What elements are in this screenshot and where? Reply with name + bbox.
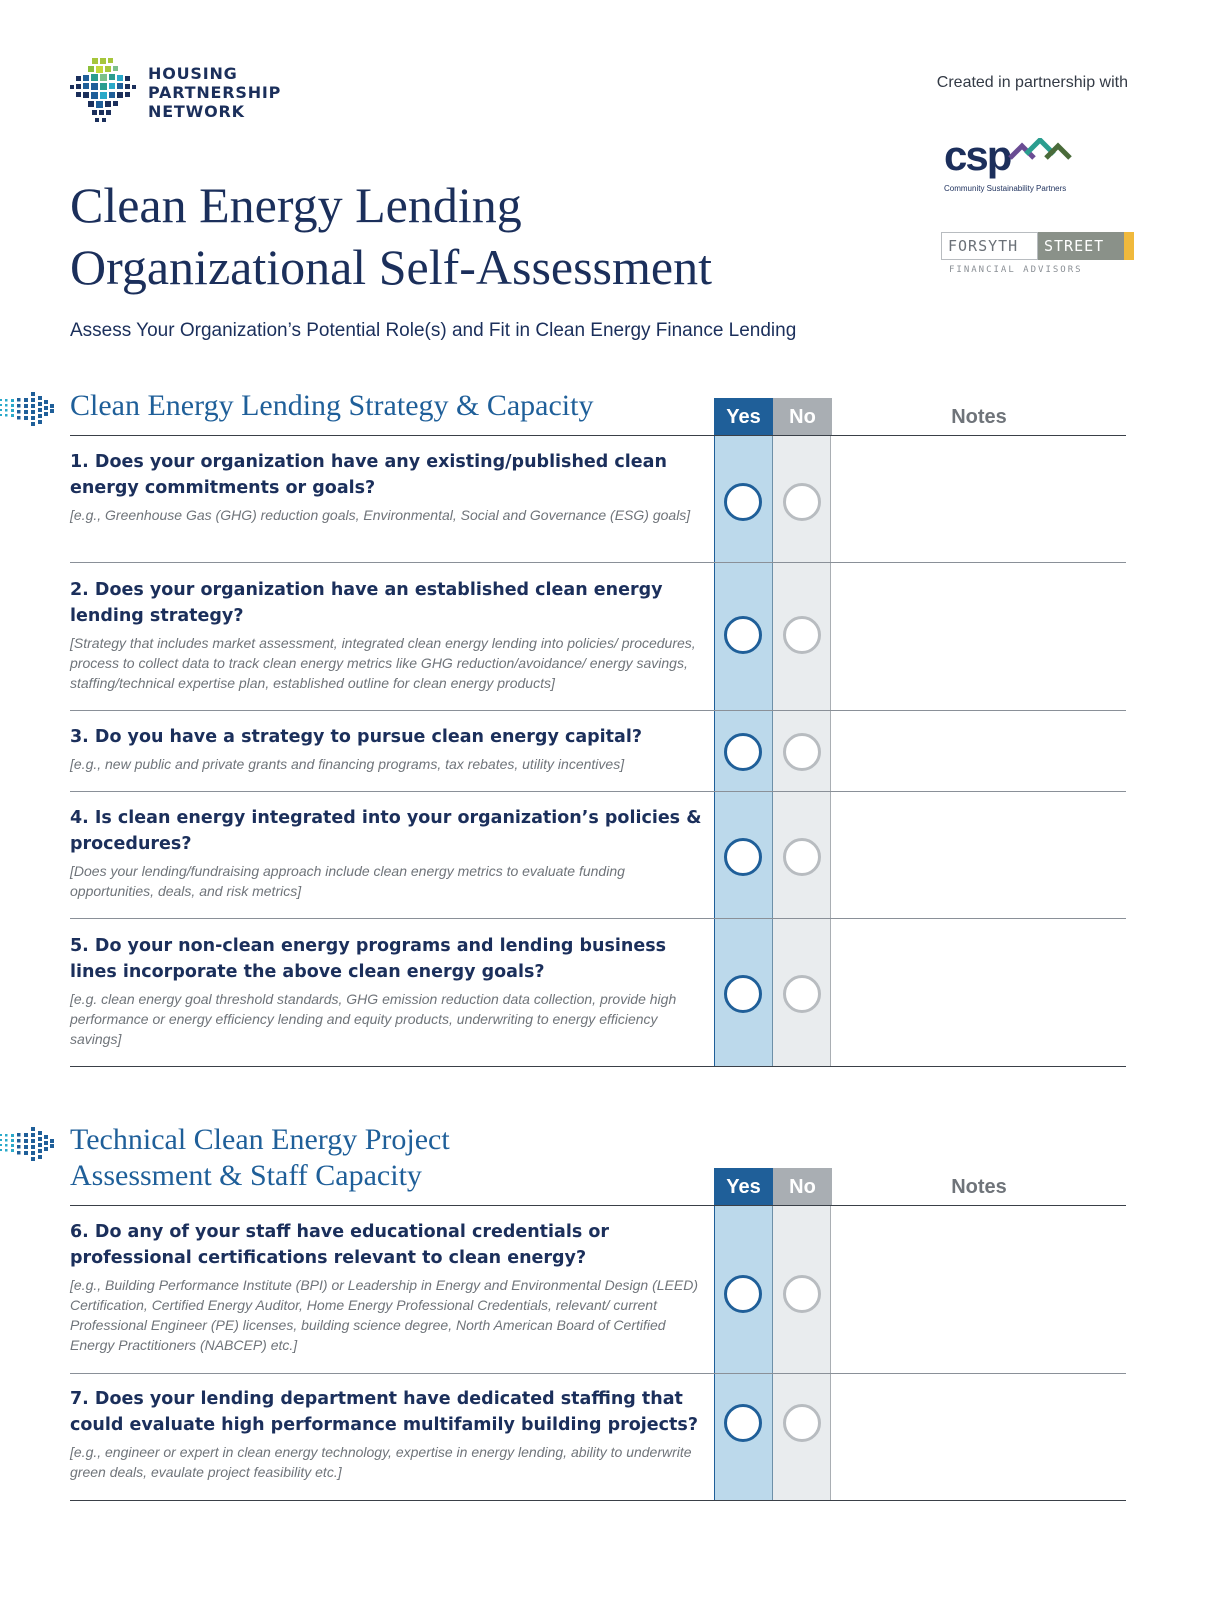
question-6: [70, 1219, 710, 1355]
q6-no-radio[interactable]: [783, 1275, 821, 1313]
question-text: 7. Does your lending department have dedicated staffing that could evaluate high performance multifamily building projects?: [70, 1389, 698, 1435]
question-4: [70, 805, 710, 901]
yes-column-header: Yes: [714, 1168, 773, 1206]
q3-yes-radio[interactable]: [724, 733, 762, 771]
notes-column-header: Notes: [951, 1176, 1007, 1198]
yes-column-header: Yes: [714, 398, 773, 436]
question-note: [Strategy that includes market assessment, integrated clean energy lending into policies/ procedures, process to collect data to track clean energy metrics like GHG reduction/avoidance/ energy savings, staffing/technical expertise plan, established outline for clean energy products]: [70, 635, 696, 691]
question-note: [Does your lending/fundraising approach include clean energy metrics to evaluate funding opportunities, deals, and risk metrics]: [70, 863, 625, 899]
org-name-line3: NETWORK: [148, 102, 245, 121]
q7-no-radio[interactable]: [783, 1404, 821, 1442]
page-title-line2: Organizational Self-Assessment: [70, 239, 712, 295]
forsyth-subtitle: FINANCIAL ADVISORS: [949, 265, 1083, 275]
question-note: [e.g., Greenhouse Gas (GHG) reduction goals, Environmental, Social and Governance (ESG) goals]: [70, 507, 691, 523]
q6-yes-radio[interactable]: [724, 1275, 762, 1313]
q2-yes-radio[interactable]: [724, 616, 762, 654]
page-title: [70, 174, 712, 298]
question-note: [e.g., Building Performance Institute (BPI) or Leadership in Energy and Environmental Design (LEED) Certification, Certified Energy Auditor, Home Energy Professional Credentials, relevant/ current Professional Engineer (PE) licenses, building science degree, North American Board of Certified Energy Practitioners (NABCEP) etc.]: [70, 1277, 698, 1353]
partner-label: Created in partnership with: [936, 74, 1128, 91]
table-header-rule: [70, 1205, 1126, 1206]
notes-column-header: Notes: [951, 406, 1007, 428]
csp-wordmark: csp: [944, 132, 1011, 179]
question-7: [70, 1386, 710, 1482]
question-2: [70, 577, 710, 693]
question-1: [70, 449, 710, 525]
csp-logo: [944, 134, 1104, 198]
question-note: [e.g. clean energy goal threshold standards, GHG emission reduction data collection, provide high performance or energy efficiency lending and equity products, underwriting to energy efficiency savings]: [70, 991, 677, 1047]
q5-no-radio[interactable]: [783, 975, 821, 1013]
section-title-technical: [70, 1122, 450, 1194]
page-title-line1: Clean Energy Lending: [70, 177, 522, 233]
q5-yes-radio[interactable]: [724, 975, 762, 1013]
street-word: STREET: [1038, 232, 1124, 260]
no-column-header: No: [773, 1168, 832, 1206]
org-name-line1: HOUSING: [148, 64, 238, 83]
forsyth-street-logo: [941, 232, 1147, 282]
csp-roofs-icon: [1008, 138, 1072, 168]
question-text: 5. Do your non-clean energy programs and lending business lines incorporate the above clean energy goals?: [70, 936, 667, 982]
forsyth-word: FORSYTH: [941, 232, 1038, 260]
section-arrow-icon: [0, 387, 62, 427]
row-divider: [70, 918, 1126, 919]
question-text: 6. Do any of your staff have educational credentials or professional certifications relevant to clean energy?: [70, 1222, 610, 1268]
no-column: [773, 1206, 831, 1500]
q3-no-radio[interactable]: [783, 733, 821, 771]
question-3: [70, 724, 710, 774]
question-note: [e.g., new public and private grants and financing programs, tax rebates, utility incentives]: [70, 756, 625, 772]
hpn-logo: [68, 56, 288, 126]
question-text: 3. Do you have a strategy to pursue clean energy capital?: [70, 727, 642, 747]
forsyth-accent-bar: [1124, 232, 1134, 260]
section-title-line2: Assessment & Staff Capacity: [70, 1159, 422, 1192]
page-subtitle: Assess Your Organization’s Potential Role(s) and Fit in Clean Energy Finance Lending: [70, 320, 797, 341]
org-name-line2: PARTNERSHIP: [148, 83, 282, 102]
question-text: 2. Does your organization have an established clean energy lending strategy?: [70, 580, 663, 626]
q1-yes-radio[interactable]: [724, 483, 762, 521]
hpn-logo-mark-icon: [68, 56, 140, 126]
no-column-header: No: [773, 398, 832, 436]
question-note: [e.g., engineer or expert in clean energy technology, expertise in energy lending, ability to underwrite green deals, evaulate project feasibility etc.]: [70, 1444, 692, 1480]
question-text: 4. Is clean energy integrated into your organization’s policies & procedures?: [70, 808, 702, 854]
csp-subtitle: Community Sustainability Partners: [944, 184, 1067, 193]
section-title-strategy: Clean Energy Lending Strategy & Capacity: [70, 389, 594, 422]
yes-column: [714, 1206, 773, 1500]
q2-no-radio[interactable]: [783, 616, 821, 654]
q4-no-radio[interactable]: [783, 838, 821, 876]
question-5: [70, 933, 710, 1049]
row-divider: [70, 791, 1126, 792]
section-bottom-rule: [70, 1066, 1126, 1067]
q7-yes-radio[interactable]: [724, 1404, 762, 1442]
q1-no-radio[interactable]: [783, 483, 821, 521]
section-arrow-icon: [0, 1122, 62, 1162]
section-title-line1: Technical Clean Energy Project: [70, 1123, 450, 1156]
section-bottom-rule: [70, 1500, 1126, 1501]
question-text: 1. Does your organization have any existing/published clean energy commitments or goals?: [70, 452, 667, 498]
row-divider: [70, 1373, 1126, 1374]
row-divider: [70, 710, 1126, 711]
table-header-rule: [70, 435, 1126, 436]
row-divider: [70, 562, 1126, 563]
q4-yes-radio[interactable]: [724, 838, 762, 876]
hpn-logo-text: [148, 64, 281, 121]
